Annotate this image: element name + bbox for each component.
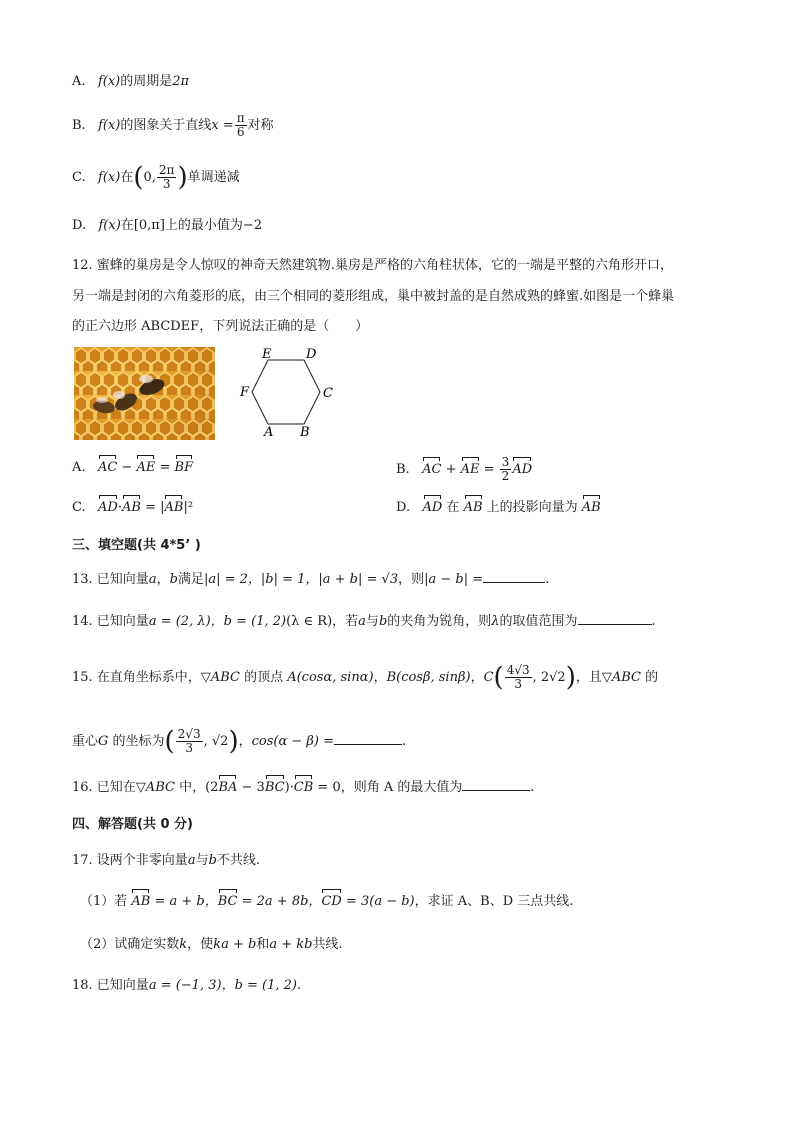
q11-option-a: A. f(x)的周期是2π — [72, 74, 190, 89]
q12-option-c: C. AD·AB = |AB|² — [72, 498, 193, 518]
vertex-label-b: B — [300, 425, 310, 440]
fraction: $\frac{\pi}{6}$ — [236, 111, 245, 139]
regular-hexagon-diagram — [232, 342, 342, 442]
answer-blank[interactable] — [578, 624, 652, 625]
q16: 16. 已知在▽ABC 中，(2BA − 3BC)·CB = 0，则角 A 的最大值为 . — [72, 778, 535, 798]
q12-option-a: A. AC − AE = BF — [72, 458, 193, 478]
q11-option-c: C. f(x)在(0, $\frac{2\pi}{3}$ )单调递减 — [72, 162, 240, 193]
q12-stem-line-1: 12. 蜜蜂的巢房是令人惊叹的神奇天然建筑物.巢房是严格的六角柱状体，它的一端是平整的六角形开口， — [72, 258, 673, 273]
q11-option-b: B. f(x)的图象关于直线x = $\frac{\pi}{6}$ 对称 — [72, 111, 274, 139]
section-4-title: 四、解答题(共 0 分) — [72, 817, 193, 832]
q15-line-1: 15. 在直角坐标系中，▽ABC 的顶点 A(cosα, sinα)，B(cosβ, sinβ)，C( $\frac{4√3}{3}$ , 2√2)，且▽ABC 的 — [72, 662, 659, 693]
vertex-label-d: D — [306, 347, 317, 362]
q12-stem-line-3: 的正六边形 ABCDEF，下列说法正确的是（ ） — [72, 319, 369, 334]
q15-line-2: 重心G 的坐标为( $\frac{2√3}{3}$ , √2)，cos(α − β) = . — [72, 726, 407, 757]
q12-option-d: D. AD 在 AB 上的投影向量为 AB — [396, 498, 601, 518]
fraction: $\frac{2\pi}{3}$ — [158, 163, 175, 191]
section-3-title: 三、填空题(共 4*5’ ) — [72, 538, 201, 553]
vertex-label-a: A — [264, 425, 274, 440]
q11-option-d: D. f(x)在[0,π]上的最小值为−2 — [72, 218, 263, 233]
vertex-label-c: C — [323, 386, 333, 401]
q12-option-b: B. AC + AE = $\frac{3}{2}$ AD — [396, 455, 533, 483]
fraction: $\frac{3}{2}$ — [501, 455, 510, 483]
q18: 18. 已知向量a = (−1, 3)，b = (1, 2). — [72, 978, 302, 993]
q17-part-1: （1）若 AB = a + b，BC = 2a + 8b，CD = 3(a − b)，求证 A、B、D 三点共线. — [80, 892, 573, 912]
q12-stem-line-2: 另一端是封闭的六角菱形的底，由三个相同的菱形组成，巢中被封盖的是自然成熟的蜂蜜.如图是一个蜂巢 — [72, 289, 675, 304]
vertex-label-e: E — [262, 347, 272, 362]
honeycomb-bee-photo — [74, 347, 215, 440]
answer-blank[interactable] — [334, 744, 402, 745]
q13: 13. 已知向量a，b满足|a| = 2，|b| = 1，|a + b| = √3，则|a − b| = . — [72, 572, 550, 587]
q17-part-2: （2）试确定实数k，使ka + b和a + kb共线. — [80, 937, 343, 952]
fraction: $\frac{4√3}{3}$ — [506, 663, 530, 691]
fraction: $\frac{2√3}{3}$ — [177, 727, 201, 755]
q17: 17. 设两个非零向量a与b不共线. — [72, 853, 261, 868]
vertex-label-f: F — [240, 385, 250, 400]
answer-blank[interactable] — [462, 790, 530, 791]
answer-blank[interactable] — [483, 582, 545, 583]
q14: 14. 已知向量a = (2, λ)，b = (1, 2)(λ ∈ R)，若a与b的夹角为锐角，则λ的取值范围为 . — [72, 614, 656, 629]
